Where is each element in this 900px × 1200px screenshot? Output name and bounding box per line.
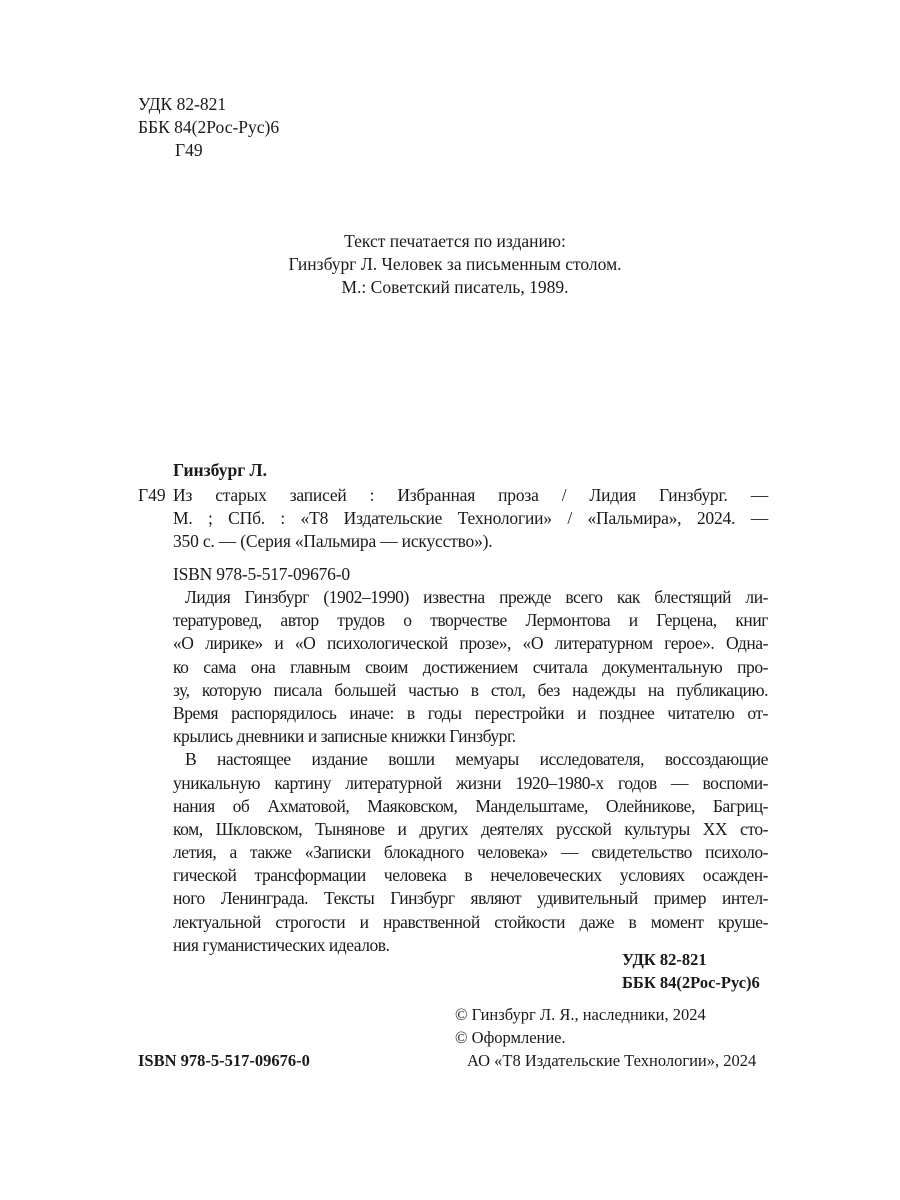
- bib-isbn: ISBN 978-5-517-09676-0: [173, 563, 350, 584]
- header-codes: [138, 93, 279, 163]
- source-line: Текст печатается по изданию:: [344, 231, 566, 251]
- copyright-line: АО «Т8 Издательские Технологии», 2024: [467, 1051, 757, 1071]
- annotation-line: гической трансформации человека в нечеловеческих условиях осажден-: [173, 865, 768, 886]
- annotation-line: нания об Ахматовой, Маяковском, Мандельштаме, Олейникове, Багриц-: [173, 795, 768, 816]
- annotation-line: ко сама она главным своим достижением считала документальную про-: [173, 656, 768, 677]
- footer-bbk: ББК 84(2Рос-Рус)6: [622, 973, 760, 993]
- copyright-line: © Гинзбург Л. Я., наследники, 2024: [455, 1005, 706, 1024]
- annotation-line: В настоящее издание вошли мемуары исследователя, воссоздающие: [185, 749, 768, 770]
- annotation-line: зу, которую писала большей частью в стол, без надежды на публикацию.: [173, 679, 768, 700]
- bbk-code: ББК 84(2Рос-Рус)6: [138, 117, 280, 138]
- annotation-line: ком, Шкловском, Тынянове и других деятелях русской культуры XX сто-: [173, 818, 768, 839]
- author-mark: Г49: [175, 140, 203, 161]
- copyright: [455, 1003, 756, 1073]
- bib-line: М. ; СПб. : «Т8 Издательские Технологии» / «Пальмира», 2024. —: [173, 508, 768, 529]
- source-line: М.: Советский писатель, 1989.: [341, 277, 569, 298]
- footer-codes: [622, 948, 760, 994]
- copyright-line: © Оформление.: [455, 1028, 566, 1048]
- annotation-line: тературовед, автор трудов о творчестве Лермонтова и Герцена, книг: [173, 610, 768, 631]
- annotation-line: лектуальной строгости и нравственной стойкости даже в момент круше-: [173, 911, 768, 932]
- bib-line: 350 с. — (Серия «Пальмира — искусство»).: [173, 531, 493, 552]
- annotation-line: уникальную картину литературной жизни 1920–1980-х годов — воспоми-: [173, 772, 768, 793]
- source-line: Гинзбург Л. Человек за письменным столом.: [288, 254, 622, 275]
- annotation-line: ния гуманистических идеалов.: [173, 934, 390, 955]
- footer-isbn: ISBN 978-5-517-09676-0: [138, 1051, 310, 1070]
- udk-code: УДК 82-821: [138, 94, 227, 114]
- annotation: [173, 586, 768, 957]
- annotation-line: Лидия Гинзбург (1902–1990) известна прежде всего как блестящий ли-: [185, 587, 768, 607]
- annotation-line: «О лирике» и «О психологической прозе», «О литературном герое». Одна-: [173, 633, 768, 654]
- source-note: [200, 230, 710, 300]
- footer-udk: УДК 82-821: [622, 950, 707, 969]
- annotation-line: Время распорядилось иначе: в годы перестройки и позднее читателю от-: [173, 702, 768, 723]
- bib-line: Из старых записей : Избранная проза / Лидия Гинзбург. —: [173, 485, 768, 505]
- annotation-line: ного Ленинграда. Тексты Гинзбург являют удивительный пример интел-: [173, 888, 768, 909]
- annotation-line: крылись дневники и записные книжки Гинзбург.: [173, 726, 516, 747]
- bib-mark: Г49: [138, 485, 166, 505]
- bib-author: Гинзбург Л.: [173, 460, 267, 480]
- bibliographic-record: [173, 484, 768, 586]
- annotation-line: летия, а также «Записки блокадного человека» — свидетельство психоло-: [173, 842, 768, 863]
